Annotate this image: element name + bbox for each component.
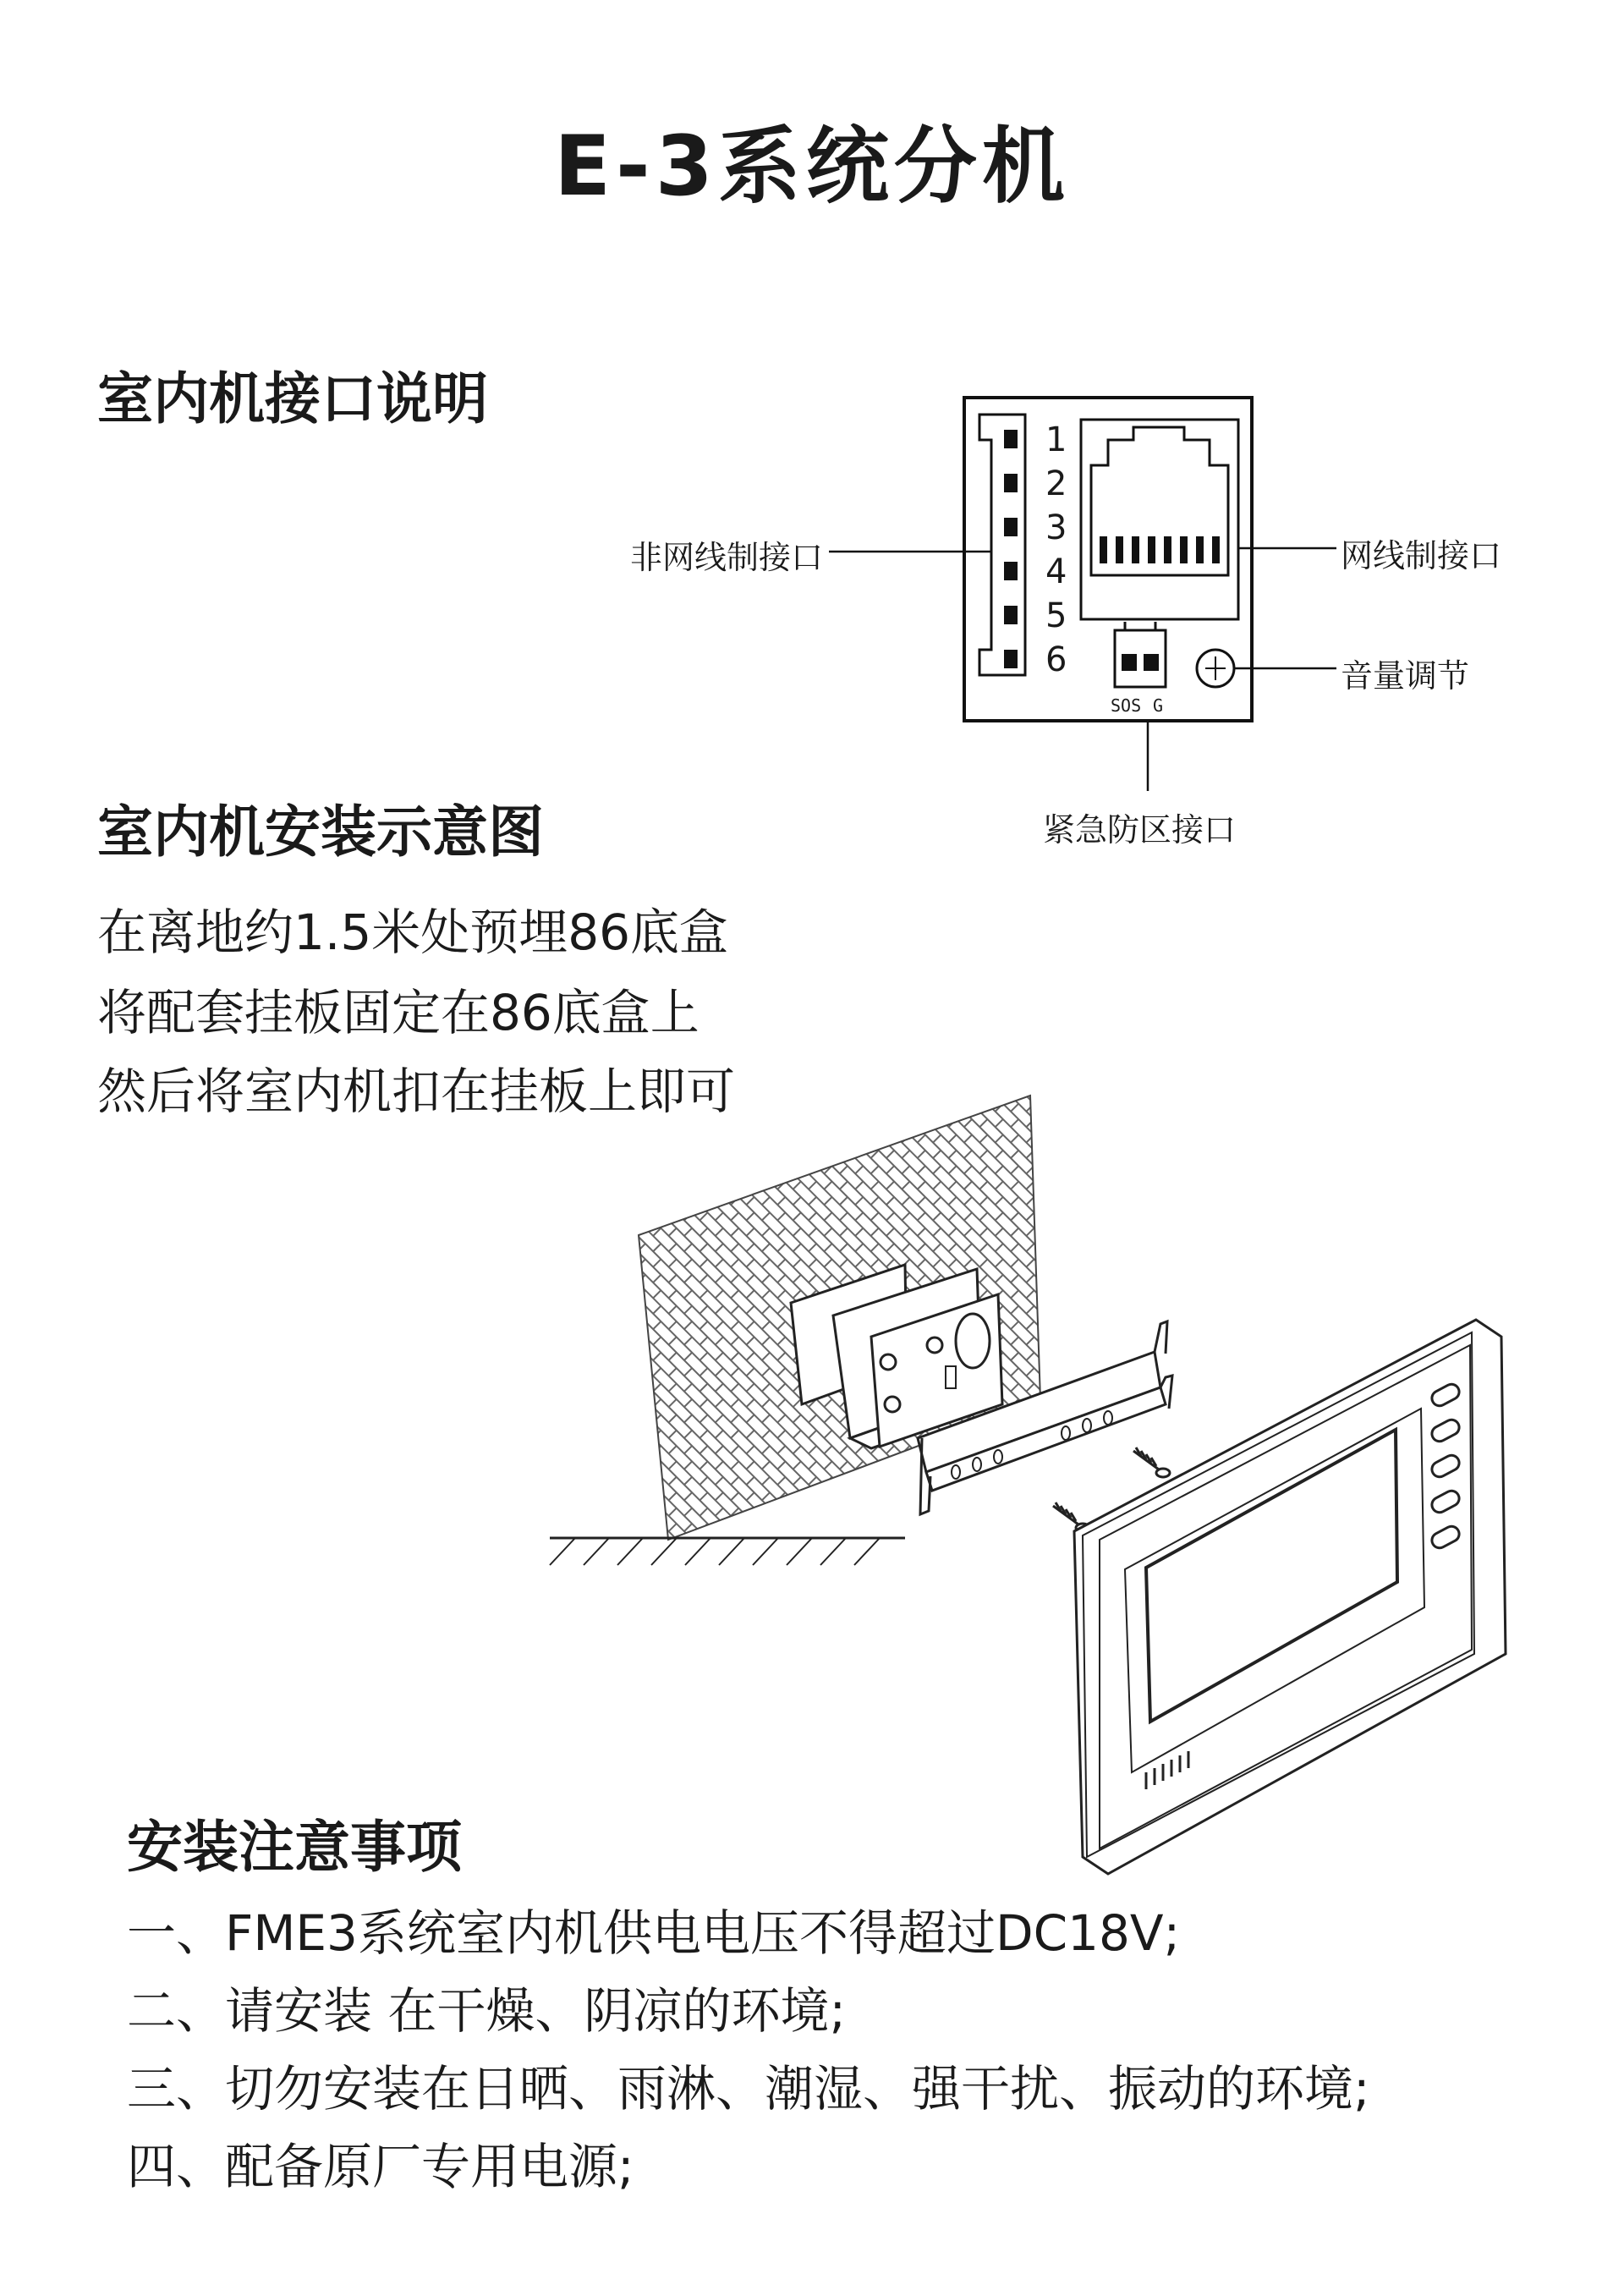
note-item-2: 二、请安装 在干燥、阴凉的环境;	[127, 1982, 846, 2040]
note-item-1: 一、FME3系统室内机供电电压不得超过DC18V;	[127, 1904, 1181, 1962]
notes-heading: 安装注意事项	[127, 1815, 462, 1880]
note-item-3: 三、切勿安装在日晒、雨淋、潮湿、强干扰、振动的环境;	[127, 2060, 1370, 2117]
install-line-2: 将配套挂板固定在86底盒上	[97, 984, 700, 1041]
pin-number-3: 3	[1045, 508, 1067, 547]
label-volume-adjust: 音量调节	[1341, 657, 1470, 695]
pin-number-4: 4	[1045, 552, 1067, 591]
install-line-3: 然后将室内机扣在挂板上即可	[97, 1063, 736, 1120]
page-title: E-3系统分机	[554, 118, 1070, 215]
install-heading: 室内机安装示意图	[97, 799, 544, 865]
pin-number-2: 2	[1045, 464, 1067, 503]
label-non-network-interface: 非网线制接口	[630, 539, 824, 576]
sos-label: SOS	[1111, 695, 1142, 716]
pin-number-5: 5	[1045, 596, 1067, 635]
pin-number-1: 1	[1045, 420, 1067, 459]
pin-number-6: 6	[1045, 640, 1067, 679]
interface-heading: 室内机接口说明	[97, 366, 488, 431]
install-line-1: 在离地约1.5米处预埋86底盒	[97, 904, 729, 961]
note-item-4: 四、配备原厂专用电源;	[127, 2138, 634, 2195]
g-label: G	[1153, 695, 1164, 716]
label-network-interface: 网线制接口	[1341, 537, 1502, 574]
label-emergency-interface: 紧急防区接口	[1043, 811, 1237, 849]
